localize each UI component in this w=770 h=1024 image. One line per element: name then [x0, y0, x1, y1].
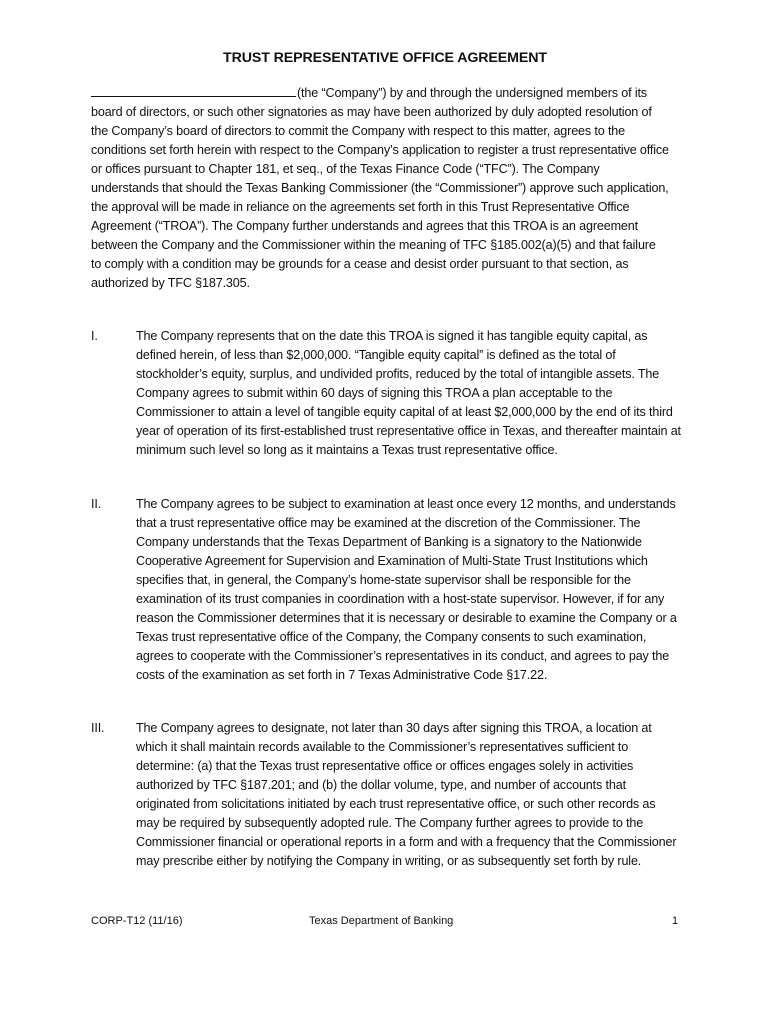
- intro-text: (the “Company”) by and through the undersigned members of its board of directors, or such other signatories as may have been authorized by duly adopted resolution of the Company’s board of directors to commit the Company with respect to this matter, agrees to the conditions set forth herein with respect to the Company’s application to register a trust representative office or offices pursuant to Chapter 181, et seq., of the Texas Finance Code (“TFC”). The Company understands that should the Texas Banking Commissioner (the “Commissioner”) approve such application, the approval will be made in reliance on the agreements set forth in this Trust Representative Office Agreement (“TROA”). The Company further understands and agrees that this TROA is an agreement between the Company and the Commissioner within the meaning of TFC §185.002(a)(5) and that failure to comply with a condition may be grounds for a cease and desist order pursuant to that section, as authorized by TFC §187.305.: [91, 86, 669, 290]
- section-3: [91, 719, 686, 871]
- footer-page-number: 1: [672, 915, 679, 927]
- section-1: [91, 327, 686, 460]
- section-2: [91, 495, 686, 685]
- section-text: The Company represents that on the date this TROA is signed it has tangible equity capital, as defined herein, of less than $2,000,000. “Tangible equity capital” is defined as the total of stockholder’s equity, surplus, and undivided profits, reduced by the total of intangible assets. The Company agrees to submit within 60 days of signing this TROA a plan acceptable to the Commissioner to attain a level of tangible equity capital of at least $2,000,000 by the end of its third year of operation of its first-established trust representative office in Texas, and thereafter maintain at minimum such level so long as it maintains a Texas trust representative office.: [136, 329, 681, 457]
- section-number: III.: [91, 721, 105, 735]
- section-number: II.: [91, 497, 102, 511]
- footer-form-id: CORP-T12 (11/16): [91, 915, 183, 927]
- section-number: I.: [91, 329, 98, 343]
- section-text: The Company agrees to be subject to examination at least once every 12 months, and understands that a trust representative office may be examined at the discretion of the Commissioner. The Company understands that the Texas Department of Banking is a signatory to the Nationwide Cooperative Agreement for Supervision and Examination of Multi-State Trust Institutions which specifies that, in general, the Company’s home-state supervisor shall be responsible for the examination of its trust companies in coordination with a host-state supervisor. However, if for any reason the Commissioner determines that it is necessary or desirable to examine the Company or a Texas trust representative office of the Company, the Company consents to such examination, agrees to cooperate with the Commissioner’s representatives in its conduct, and agrees to pay the costs of the examination as set forth in 7 Texas Administrative Code §17.22.: [136, 497, 677, 682]
- document-title: TRUST REPRESENTATIVE OFFICE AGREEMENT: [223, 50, 547, 66]
- company-name-blank[interactable]: [91, 85, 296, 97]
- intro-paragraph: [91, 84, 669, 293]
- section-text: The Company agrees to designate, not later than 30 days after signing this TROA, a location at which it shall maintain records available to the Commissioner’s representatives sufficient to determine: (a) that the Texas trust representative office or offices engages solely in activities authorized by TFC §187.201; and (b) the dollar volume, type, and number of accounts that originated from solicitations initiated by each trust representative office, or such other records as may be required by subsequently adopted rule. The Company further agrees to provide to the Commissioner financial or operational reports in a form and with a frequency that the Commissioner may prescribe either by notifying the Company in writing, or as subsequently set forth by rule.: [136, 721, 677, 868]
- footer-agency: Texas Department of Banking: [309, 915, 454, 927]
